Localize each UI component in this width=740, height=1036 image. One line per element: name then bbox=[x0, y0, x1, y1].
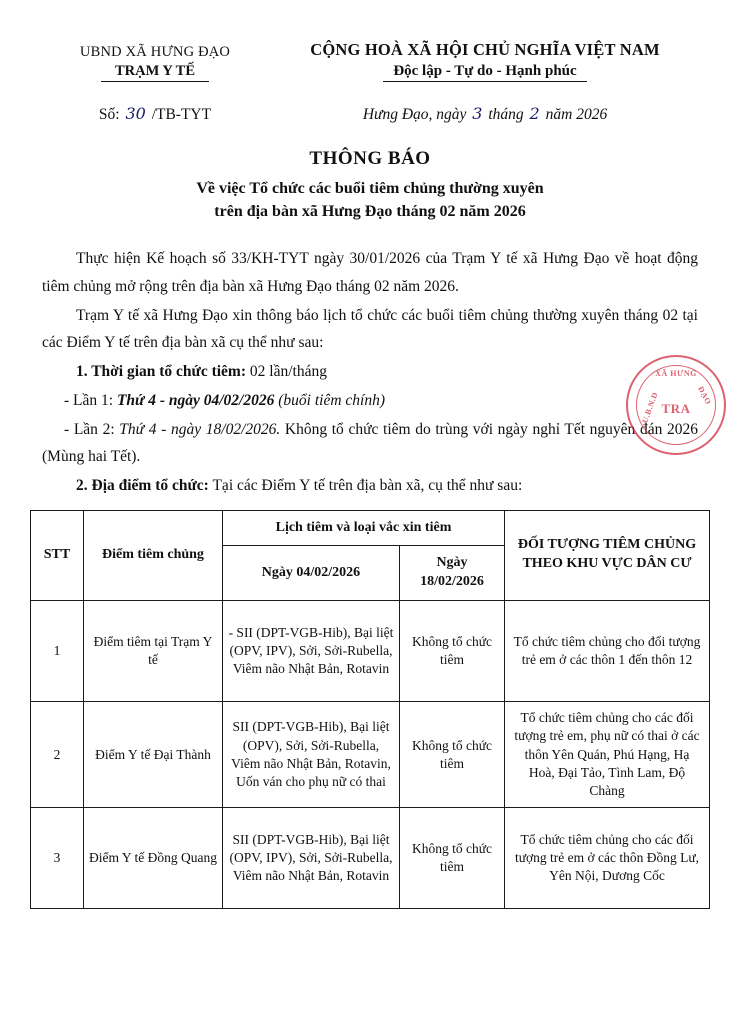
paragraph-2: Trạm Y tế xã Hưng Đạo xin thông báo lịch tổ chức các buổi tiêm chủng thường xuyên tháng 02 tại các Điểm Y tế trên địa bàn xã cụ thể như sau: bbox=[42, 306, 698, 351]
session-1-date: Thứ 4 - ngày 04/02/2026 bbox=[116, 392, 275, 409]
row-3-point: Điểm Y tế Đồng Quang bbox=[84, 808, 223, 909]
date-day: 3 bbox=[472, 104, 483, 123]
paragraph-1: Thực hiện Kế hoạch số 33/KH-TYT ngày 30/01/2026 của Trạm Y tế xã Hưng Đạo về hoạt động tiêm chủng mở rộng trên địa bàn xã Hưng Đạo tháng 02 năm 2026. bbox=[42, 250, 698, 295]
section-1-value: 02 lần/tháng bbox=[249, 362, 327, 380]
section-1-time bbox=[42, 358, 698, 385]
seal-right-text: ĐẠO bbox=[695, 384, 713, 407]
seal-center-text: TRA bbox=[661, 401, 691, 416]
place-date bbox=[270, 104, 700, 124]
date-year-label: năm bbox=[545, 106, 573, 123]
authority-line-2: TRẠM Y TẾ bbox=[101, 63, 209, 82]
row-3-target: Tổ chức tiêm chủng cho các đối tượng trẻ em ở các thôn Đồng Lư, Yên Nội, Dương Cốc bbox=[505, 808, 710, 909]
document-subtitle bbox=[0, 177, 740, 223]
header-schedule-group: Lịch tiêm và loại vắc xin tiêm bbox=[223, 510, 505, 546]
row-2-point: Điểm Y tế Đại Thành bbox=[84, 702, 223, 808]
date-month: 2 bbox=[529, 104, 540, 123]
table-row bbox=[31, 601, 710, 702]
seal-top-text: XÃ HƯNG bbox=[655, 369, 697, 378]
session-2-note: Không tổ chức tiêm do trùng với ngày nghỉ Tết nguyên đán 2026 (Mùng hai Tết). bbox=[42, 421, 698, 466]
date-month-label: tháng bbox=[488, 106, 524, 123]
header-date-2: Ngày 18/02/2026 bbox=[400, 546, 505, 601]
row-2-vaccines-date-1: SII (DPT-VGB-Hib), Bại liệt (OPV), Sởi, Sởi-Rubella, Viêm não Nhật Bản, Rotavin, Uốn ván cho phụ nữ có thai bbox=[223, 702, 400, 808]
table-body bbox=[31, 601, 710, 909]
row-1-point: Điểm tiêm tại Trạm Y tế bbox=[84, 601, 223, 702]
session-1-label: - Lần 1: bbox=[64, 392, 114, 409]
page-title: THÔNG BÁO bbox=[309, 148, 431, 169]
issuing-authority bbox=[40, 40, 270, 82]
document-number-label: Số: bbox=[98, 106, 120, 123]
document-subtitle-line-2: trên địa bàn xã Hưng Đạo tháng 02 năm 2026 bbox=[214, 203, 526, 221]
document-number-value: 30 bbox=[125, 104, 146, 123]
authority-line-1: UBND XÃ HƯNG ĐẠO bbox=[79, 44, 231, 60]
document-subtitle-line-1: Về việc Tổ chức các buổi tiêm chủng thường xuyên bbox=[196, 180, 544, 197]
session-1-note: (buổi tiêm chính) bbox=[278, 392, 385, 409]
row-2-vaccines-date-2: Không tổ chức tiêm bbox=[400, 702, 505, 808]
row-1-target: Tổ chức tiêm chủng cho đối tượng trẻ em ở các thôn 1 đến thôn 12 bbox=[505, 601, 710, 702]
table-row bbox=[31, 808, 710, 909]
schedule-table-wrapper bbox=[0, 510, 740, 910]
table-row bbox=[31, 702, 710, 808]
section-1-label: 1. Thời gian tổ chức tiêm: bbox=[76, 362, 247, 380]
table-header-row bbox=[31, 510, 710, 546]
place-date-prefix: Hưng Đạo, ngày bbox=[362, 106, 467, 123]
row-2-stt: 2 bbox=[31, 702, 84, 808]
seal-left-text: U.B.N.D bbox=[640, 390, 660, 425]
row-1-vaccines-date-2: Không tổ chức tiêm bbox=[400, 601, 505, 702]
national-motto: Độc lập - Tự do - Hạnh phúc bbox=[383, 63, 586, 82]
header-stt: STT bbox=[31, 510, 84, 601]
document-title-block bbox=[0, 148, 740, 223]
session-1 bbox=[42, 387, 698, 414]
section-2-label: 2. Địa điểm tổ chức: bbox=[76, 477, 209, 495]
header-vaccination-point: Điểm tiêm chủng bbox=[84, 510, 223, 601]
section-2-value: Tại các Điểm Y tế trên địa bàn xã, cụ thể như sau: bbox=[212, 477, 523, 495]
document-number-suffix: /TB-TYT bbox=[151, 106, 212, 123]
date-year: 2026 bbox=[576, 106, 608, 123]
document-number bbox=[40, 104, 270, 124]
row-3-vaccines-date-1: SII (DPT-VGB-Hib), Bại liệt (OPV, IPV), Sởi, Sởi-Rubella, Viêm não Nhật Bản, Rotavin bbox=[223, 808, 400, 909]
section-2-location bbox=[42, 472, 698, 499]
document-header bbox=[0, 0, 740, 82]
table-head bbox=[31, 510, 710, 601]
number-date-row bbox=[0, 82, 740, 124]
row-1-vaccines-date-1: - SII (DPT-VGB-Hib), Bại liệt (OPV, IPV), Sởi, Sởi-Rubella, Viêm não Nhật Bản, Rotavin bbox=[223, 601, 400, 702]
schedule-table bbox=[30, 510, 710, 910]
national-heading bbox=[270, 40, 700, 82]
header-target-group: ĐỐI TƯỢNG TIÊM CHỦNG THEO KHU VỰC DÂN CƯ bbox=[505, 510, 710, 601]
session-2 bbox=[42, 416, 698, 470]
row-1-stt: 1 bbox=[31, 601, 84, 702]
header-date-1: Ngày 04/02/2026 bbox=[223, 546, 400, 601]
row-3-vaccines-date-2: Không tổ chức tiêm bbox=[400, 808, 505, 909]
session-2-date: Thứ 4 - ngày 18/02/2026. bbox=[119, 421, 281, 439]
row-2-target: Tổ chức tiêm chủng cho các đối tượng trẻ em, phụ nữ có thai ở các thôn Yên Quán, Phú Hạng, Hạ Hoà, Đại Tảo, Tình Lam, Độ Chàng bbox=[505, 702, 710, 808]
national-title: CỘNG HOÀ XÃ HỘI CHỦ NGHĨA VIỆT NAM bbox=[310, 40, 660, 59]
official-seal-stamp bbox=[626, 355, 726, 455]
row-3-stt: 3 bbox=[31, 808, 84, 909]
session-2-label: - Lần 2: bbox=[64, 421, 115, 439]
